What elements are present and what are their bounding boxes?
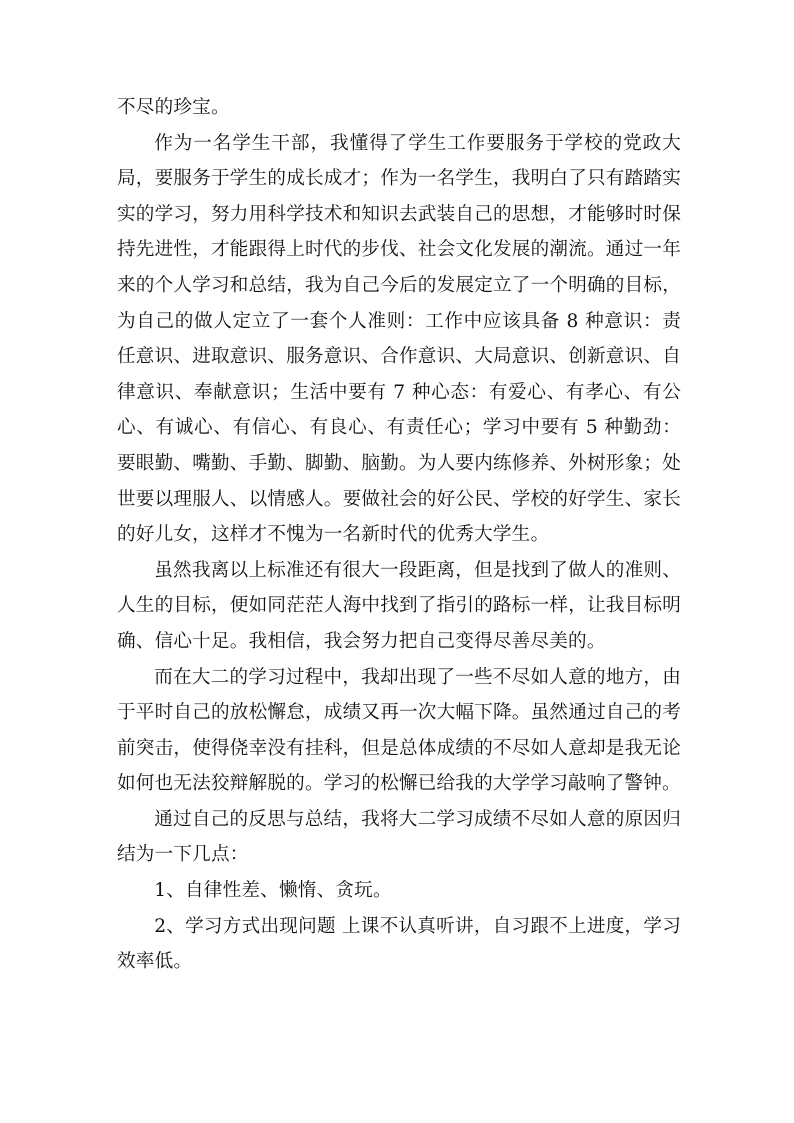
paragraph-sophomore-study: 而在大二的学习过程中，我却出现了一些不尽如人意的地方，由于平时自己的放松懈怠，成绩又再一次大幅下降。虽然通过自己的考前突击，使得侥幸没有挂科，但是总体成绩的不尽如人意却是我无论如何也无法狡辩解脱的。学习的松懈已给我的大学学习敲响了警钟。 (117, 666, 681, 795)
paragraph-student-cadre: 作为一名学生干部，我懂得了学生工作要服务于学校的党政大局，要服务于学生的成长成才；作为一名学生，我明白了只有踏踏实实的学习，努力用科学技术和知识去武装自己的思想，才能够时时保持先进性，才能跟得上时代的步伐、社会文化发展的潮流。通过一年来的个人学习和总结，我为自己今后的发展定立了一个明确的目标，为自己的做人定立了一套个人准则：工作中应该具备 8 种意识：责任意识、进取意识、服务意识、合作意识、大局意识、创新意识、自律意识、奉献意识；生活中要有 7 种心态：有爱心、有孝心、有公心、有诚心、有信心、有良心、有责任心；学习中要有 5 种勤劲：要眼勤、嘴勤、手勤、脚勤、脑勤。为人要内练修养、外树形象；处世要以理服人、以情感人。要做社会的好公民、学校的好学生、家长的好儿女，这样才不愧为一名新时代的优秀大学生。 (117, 132, 681, 546)
list-item-reason-2: 2、学习方式出现问题 上课不认真听讲，自习跟不上进度，学习效率低。 (117, 915, 681, 973)
document-body (117, 90, 681, 980)
paragraph-reflection: 通过自己的反思与总结，我将大二学习成绩不尽如人意的原因归结为一下几点： (117, 808, 681, 866)
paragraph-continuation: 不尽的珍宝。 (117, 97, 230, 118)
list-item-reason-1: 1、自律性差、懒惰、贪玩。 (154, 880, 392, 902)
paragraph-standards: 虽然我离以上标准还有很大一段距离，但是找到了做人的准则、人生的目标，便如同茫茫人海中找到了指引的路标一样，让我目标明确、信心十足。我相信，我会努力把自己变得尽善尽美的。 (117, 559, 681, 652)
